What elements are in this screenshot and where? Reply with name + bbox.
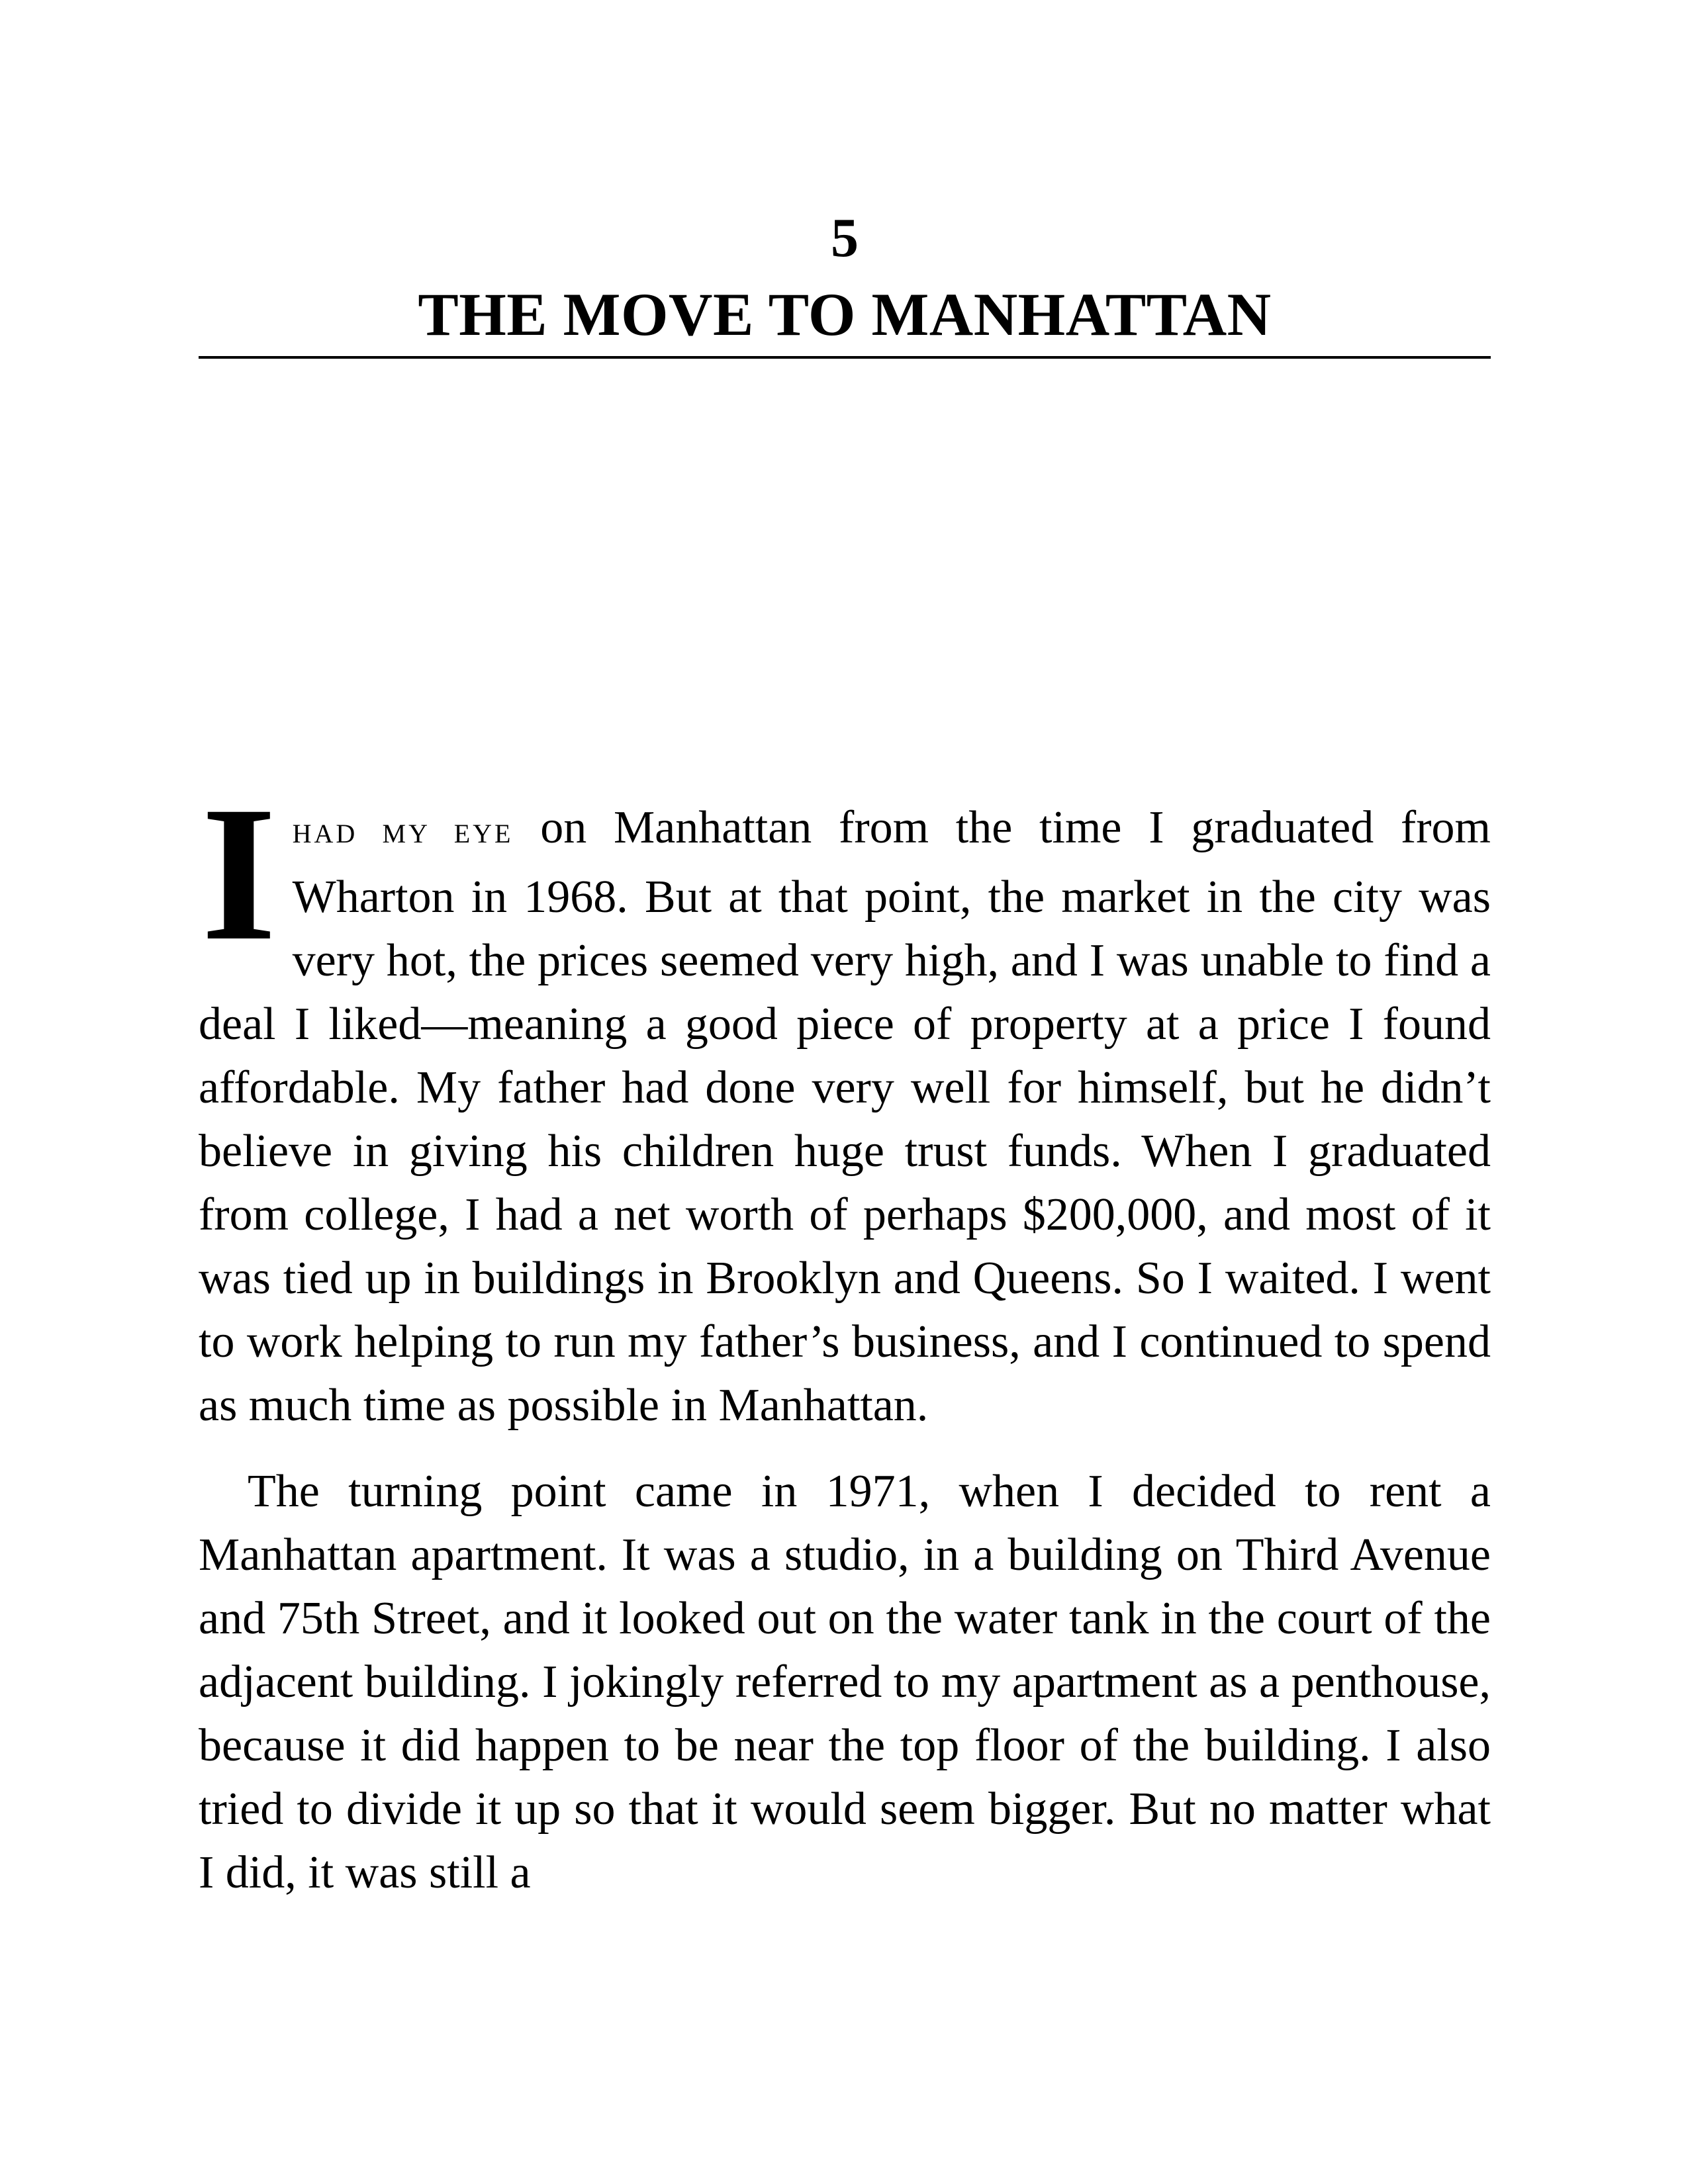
lead-in-small-caps: HAD MY EYE [292,819,514,848]
paragraph-1 [199,767,1491,1437]
chapter-title: THE MOVE TO MANHATTAN [418,281,1272,348]
paragraph-2: The turning point came in 1971, when I decided to rent a Manhattan apartment. It was a studio, in a building on Third Avenue and 75th Street, and it looked out on the water tank in the court of the adjacent building. I jokingly referred to my apartment as a penthouse, because it did happen to be near the top floor of the building. I also tried to divide it up so that it would seem bigger. But no matter what I did, it was still a [199,1466,1491,1898]
paragraph-1-text: on Manhattan from the time I graduated from Wharton in 1968. But at that point, the market in the city was very hot, the prices seemed very high, and I was unable to find a deal I liked—meaning a good piece of property at a price I found affordable. My father had done very well for himself, but he didn’t believe in giving his children huge trust funds. When I graduated from college, I had a net worth of perhaps $200,000, and most of it was tied up in buildings in Brooklyn and Queens. So I waited. I went to work helping to run my father’s business, and I continued to spend as much time as possible in Manhattan. [199,802,1491,1431]
chapter-body [199,767,1491,1905]
drop-cap: I [201,767,277,981]
chapter-number: 5 [831,207,859,269]
title-divider [199,356,1491,359]
